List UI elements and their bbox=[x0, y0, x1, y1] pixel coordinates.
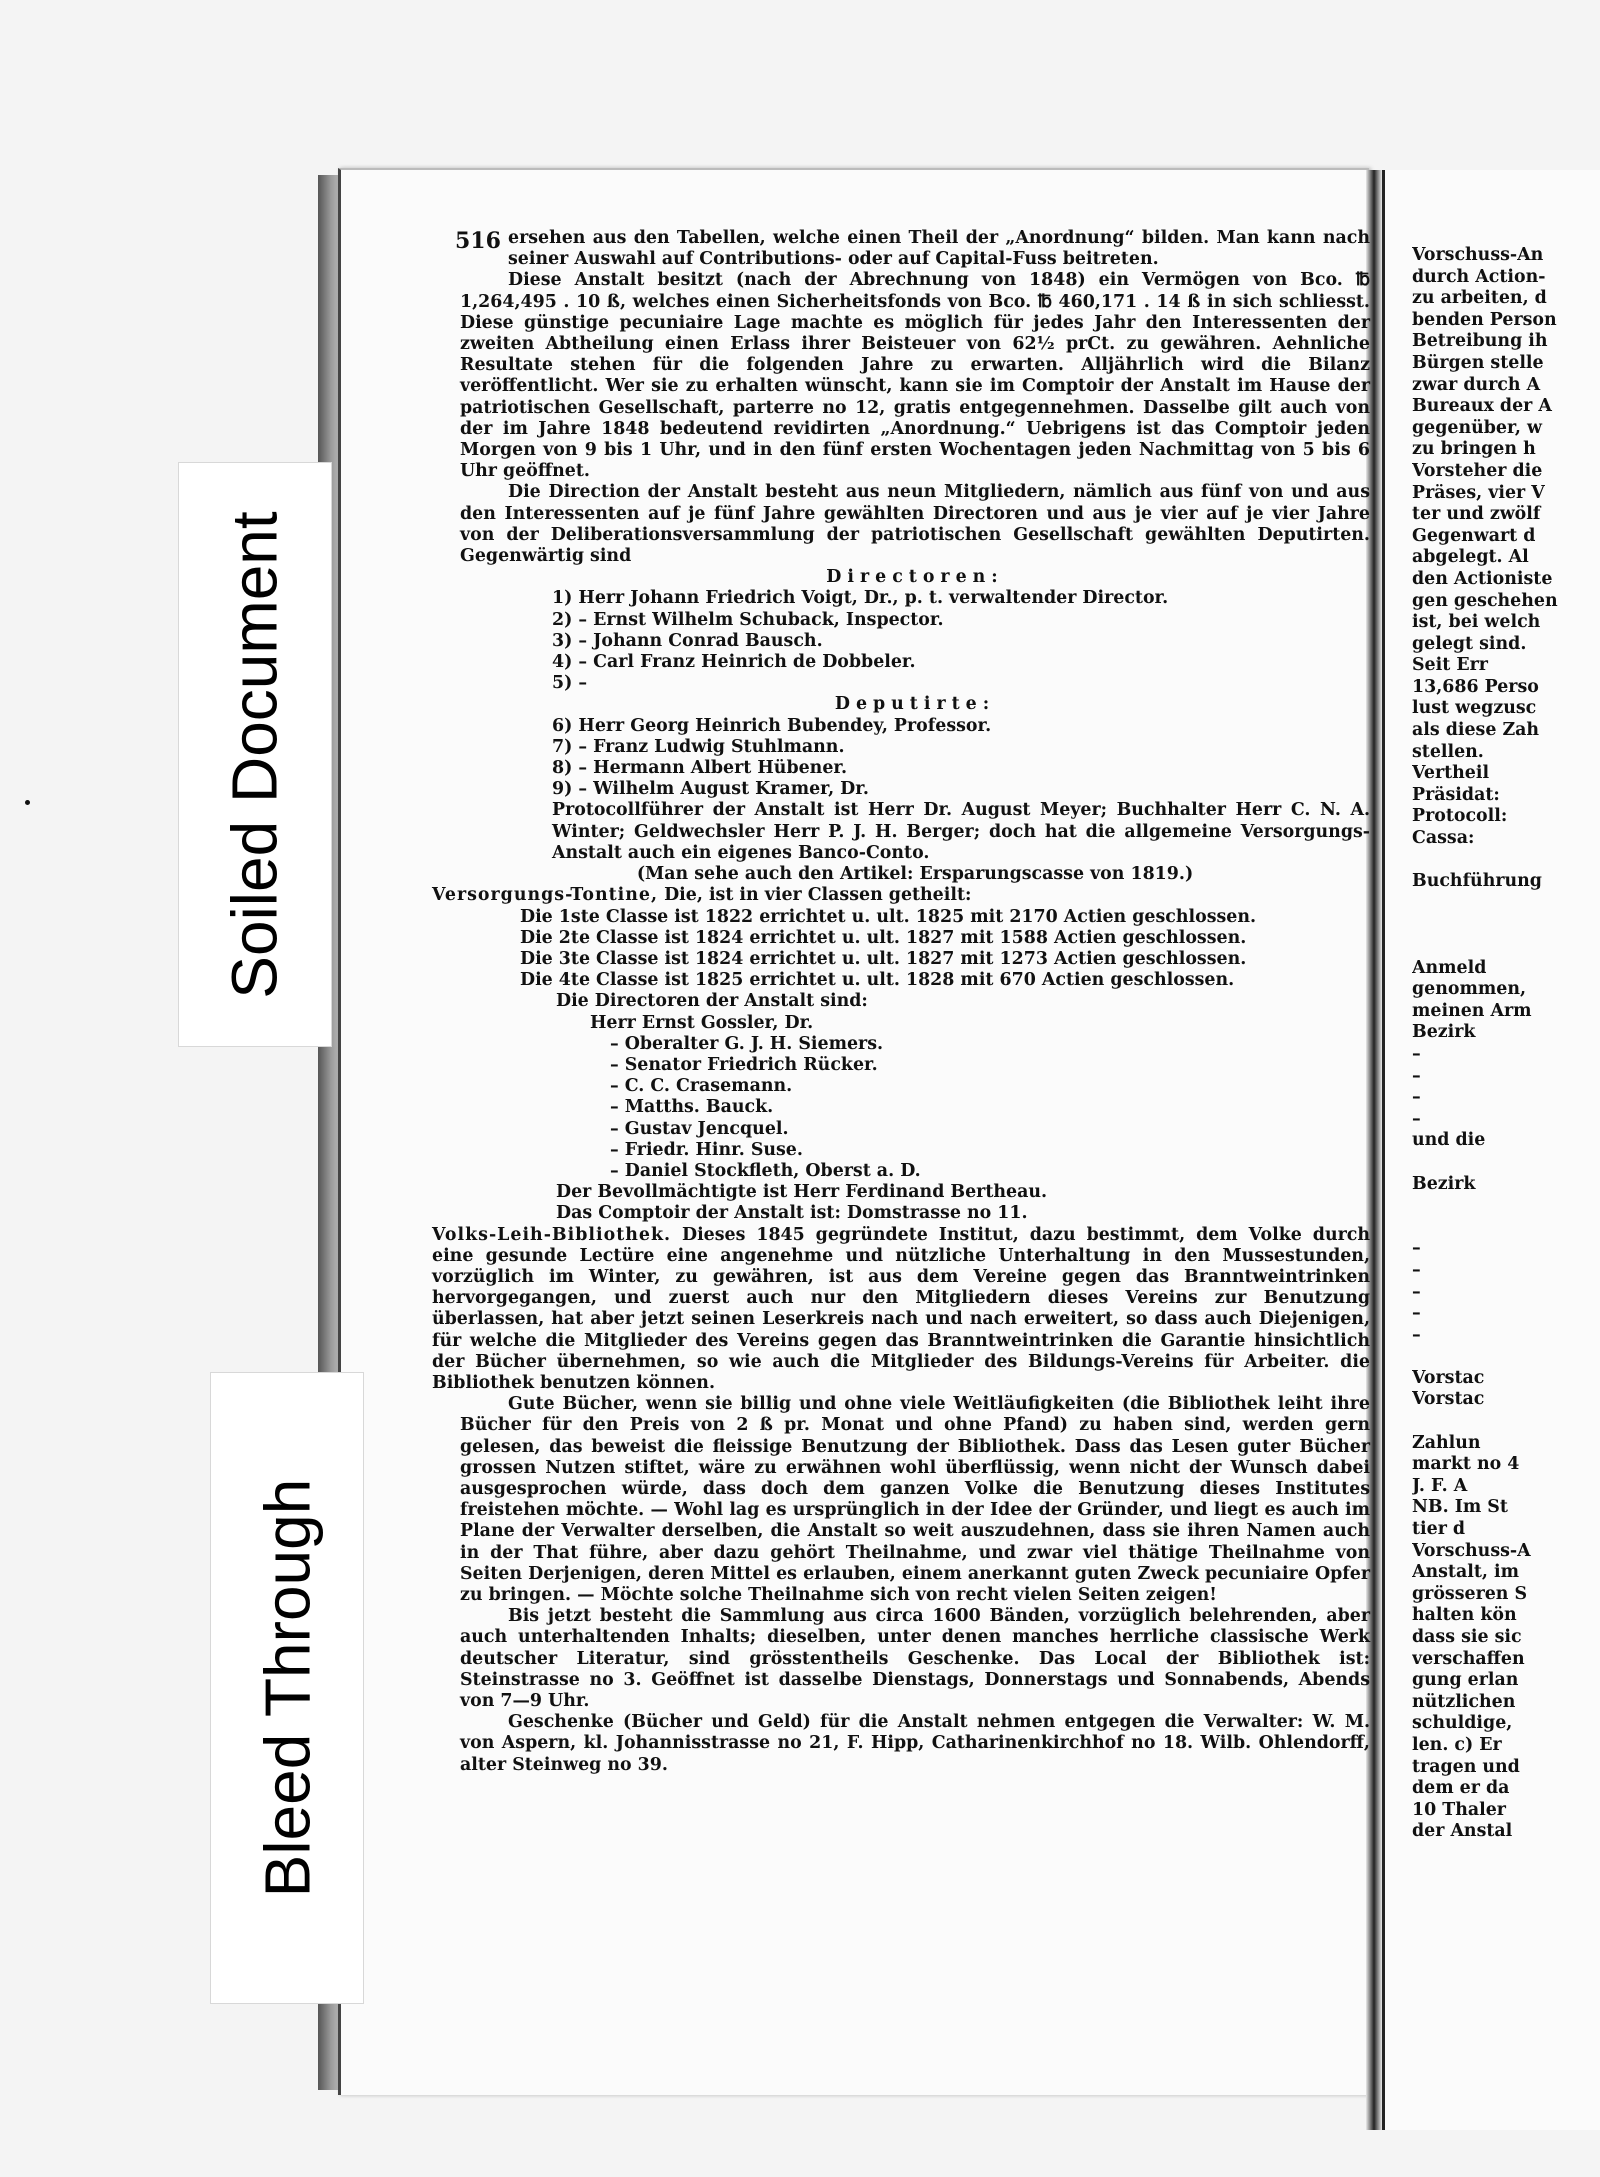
right-page-line: zu arbeiten, d bbox=[1412, 288, 1547, 309]
right-page-line: Betreibung ih bbox=[1412, 331, 1548, 352]
right-page-line: abgelegt. Al bbox=[1412, 547, 1529, 568]
right-page-line bbox=[1412, 936, 1600, 958]
right-page-line: nützlichen bbox=[1412, 1691, 1516, 1712]
right-page-line: – bbox=[1412, 1108, 1421, 1129]
right-page-line: markt no 4 bbox=[1412, 1454, 1520, 1475]
right-page-line: dass sie sic bbox=[1412, 1627, 1522, 1647]
right-page-line: – bbox=[1412, 1065, 1421, 1086]
right-page-line bbox=[1412, 1217, 1600, 1239]
right-page-line: Bureaux der A bbox=[1412, 396, 1552, 417]
library-title: Volks-Leih-Bibliothek. bbox=[432, 1224, 672, 1245]
right-page-line: Buchführung bbox=[1412, 871, 1542, 892]
directors-list bbox=[460, 588, 1370, 694]
bleed-through-label bbox=[210, 1372, 364, 2004]
right-page-line: Anstalt, im bbox=[1412, 1562, 1519, 1583]
library-paragraph-books: Gute Bücher, wenn sie billig und ohne viele Weitläufigkeiten (die Bibliothek leiht ihre Bücher für den Preis von 2 ß pr. Monat und ohne Pfand) zu haben sind, werden gern gelesen, das beweist die fleissige Benutzung der Bibliothek. Dass das Lesen guter Bücher grossen Nutzen stiftet, wäre zu erwähnen wohl überflüssig, wenn nicht der Wunsch dabei ausgesprochen würde, dass doch dem ganzen Volke die Benutzung dieses Institutes freistehen möchte. — Wohl lag es ursprünglich in der Idee der Gründer, und liegt es auch im Plane der Verwalter derselben, die Anstalt so weit auszudehnen, dass sie ihren Namen auch in der That führe, aber dazu gehört Theilnahme, und zwar viel thätige Theilnahme von Seiten Derjenigen, deren Mittel es erlauben, einem anerkannt guten Zweck pecuniaire Opfer zu bringen. — Möchte solche Theilnahme sich von recht vielen Seiten zeigen! bbox=[460, 1394, 1370, 1605]
paragraph-tables: ersehen aus den Tabellen, welche einen Theil der „Anordnung“ bilden. Man kann nach seiner Auswahl auf Contributions- oder auf Capital-Fuss beitreten. bbox=[508, 228, 1370, 270]
right-page-line: Bezirk bbox=[1412, 1022, 1476, 1043]
tontine-director-item: – Gustav Jencquel. bbox=[610, 1118, 789, 1139]
tontine-director-item: – Matths. Bauck. bbox=[610, 1097, 774, 1118]
right-page-line: grösseren S bbox=[1412, 1583, 1528, 1604]
tontine-directors-list bbox=[460, 1013, 1370, 1183]
paragraph-assets: Diese Anstalt besitzt (nach der Abrechnung von 1848) ein Vermögen von Bco. ℔ 1,264,495 . 10 ß, welches einen Sicherheitsfonds von Bco. ℔ 460,171 . 14 ß in sich schliesst. Diese günstige pecuniaire Lage machte es möglich für jedes Jahr den Interessenten der zweiten Abtheilung einen Erlass ihrer Beisteuer von 62½ prCt. zu gewähren. Aehnliche Resultate stehen für die folgenden Jahre zu erwarten. Alljährlich wird die Bilanz veröffentlicht. Wer sie zu erhalten wünscht, kann sie im Comptoir der Anstalt im Hause der patriotischen Gesellschaft, parterre no 12, gratis entgegennehmen. Dasselbe gilt auch von der im Jahre 1848 bedeutend revidirten „Anordnung.“ Uebrigens ist das Comptoir jeden Morgen von 9 bis 1 Uhr, und in den fünf ersten Wochentagen jeden Nachmittag von 5 bis 6 Uhr geöffnet. bbox=[460, 270, 1370, 482]
deputy-item: 6) Herr Georg Heinrich Bubendey, Professor. bbox=[552, 715, 992, 736]
tontine-director-item: – Senator Friedrich Rücker. bbox=[610, 1054, 878, 1075]
right-page-line: tragen und bbox=[1412, 1756, 1520, 1777]
right-page-line: Präsidat: bbox=[1412, 784, 1500, 805]
right-page-line: Bezirk bbox=[1412, 1173, 1476, 1194]
tontine-title: Versorgungs-Tontine, bbox=[432, 885, 659, 906]
right-page-line: – bbox=[1412, 1259, 1421, 1280]
right-page-line: der Anstal bbox=[1412, 1821, 1513, 1842]
deputy-item: 7) – Franz Ludwig Stuhlmann. bbox=[552, 736, 845, 757]
right-page-line: Vorsteher die bbox=[1412, 460, 1543, 481]
deputy-item: 9) – Wilhelm August Kramer, Dr. bbox=[552, 779, 869, 800]
right-page-line: NB. Im St bbox=[1412, 1497, 1508, 1518]
page-number: 516 bbox=[455, 228, 501, 254]
right-page-line: Protocoll: bbox=[1412, 806, 1508, 827]
comptoir-address: Das Comptoir der Anstalt ist: Domstrasse no 11. bbox=[556, 1203, 1028, 1224]
right-page-line: Vorstac bbox=[1412, 1367, 1485, 1388]
soiled-document-label bbox=[178, 462, 332, 1047]
right-page-line: Vertheil bbox=[1412, 763, 1490, 784]
right-page-line: gelegt sind. bbox=[1412, 633, 1527, 654]
right-page-line: Anmeld bbox=[1412, 957, 1487, 978]
tontine-intro: Die, ist in vier Classen getheilt: bbox=[664, 885, 972, 906]
right-page-line: Vorstac bbox=[1412, 1389, 1485, 1410]
right-page-line: – bbox=[1412, 1303, 1421, 1324]
bleed-through-text: Bleed Through bbox=[251, 1478, 323, 1898]
protocol-paragraph: Protocollführer der Anstalt ist Herr Dr. August Meyer; Buchhalter Herr C. N. A. Winter; Geldwechsler Herr P. J. H. Berger; doch hat die allgemeine Versorgungs-Anstalt auch ein eigenes Banco-Conto. bbox=[552, 800, 1370, 863]
right-page-line: stellen. bbox=[1412, 741, 1484, 762]
class-item: Die 1ste Classe ist 1822 errichtet u. ult. 1825 mit 2170 Actien geschlossen. bbox=[520, 906, 1257, 927]
tontine-director-item: Herr Ernst Gossler, Dr. bbox=[590, 1012, 814, 1033]
director-item: 4) – Carl Franz Heinrich de Dobbeler. bbox=[552, 652, 916, 673]
right-page-line: – bbox=[1412, 1324, 1421, 1345]
right-page-line: halten kön bbox=[1412, 1605, 1517, 1626]
tontine-director-item: – Friedr. Hinr. Suse. bbox=[610, 1139, 803, 1160]
right-page-line bbox=[1412, 914, 1600, 936]
directors-heading: Directoren: bbox=[826, 567, 1004, 588]
right-page-line: Vorschuss-A bbox=[1412, 1540, 1531, 1561]
right-page-line: schuldige, bbox=[1412, 1713, 1513, 1734]
director-item: 3) – Johann Conrad Bausch. bbox=[552, 630, 823, 651]
right-page-line bbox=[1412, 1346, 1600, 1368]
right-page-line: – bbox=[1412, 1087, 1421, 1108]
right-page-line: ter und zwölf bbox=[1412, 504, 1541, 525]
right-page-line: Cassa: bbox=[1412, 828, 1475, 849]
right-page-line: Zahlun bbox=[1412, 1432, 1481, 1453]
right-page-line: tier d bbox=[1412, 1519, 1466, 1540]
deputies-list bbox=[460, 716, 1370, 801]
library-entry bbox=[432, 1225, 1370, 1395]
right-page-line bbox=[1412, 1195, 1600, 1217]
speck bbox=[25, 800, 30, 805]
right-page-text bbox=[1412, 245, 1600, 1843]
right-page-line: und die bbox=[1412, 1130, 1486, 1151]
right-page-line: – bbox=[1412, 1043, 1421, 1064]
director-item: 5) – bbox=[552, 673, 588, 694]
left-page-text bbox=[432, 228, 1370, 1776]
right-page-line: Präses, vier V bbox=[1412, 482, 1545, 503]
deputy-item: 8) – Hermann Albert Hübener. bbox=[552, 758, 848, 779]
right-page-line: ist, bei welch bbox=[1412, 612, 1541, 633]
tontine-directors-heading: Die Directoren der Anstalt sind: bbox=[556, 991, 868, 1012]
library-intro: Dieses 1845 gegründete Institut, dazu bestimmt, dem Volke durch eine gesunde Lectüre eine angenehme und nützliche Unterhaltung in den Mussestunden, vorzüglich im Winter, zu gewähren, ist aus dem Vereine gegen das Branntweintrinken hervorgegangen, und zuerst auch nur den Mitgliedern dieses Vereins zur Benutzung überlassen, hat aber jetzt seinen Leserkreis nach und nach erweitert, so dass auch Diejenigen, für welche die Mitglieder des Vereins gegen das Branntweintrinken die Garantie hinsichtlich der Bücher übernehmen, so wie auch die Mitglieder des Bildungs-Vereins für Arbeiter. die Bibliothek benutzen können. bbox=[432, 1224, 1370, 1393]
right-page-line: Bürgen stelle bbox=[1412, 352, 1544, 373]
right-page-line: dem er da bbox=[1412, 1778, 1510, 1799]
right-page-line: als diese Zah bbox=[1412, 720, 1540, 741]
tontine-director-item: – Daniel Stockfleth, Oberst a. D. bbox=[610, 1160, 921, 1181]
director-item: 2) – Ernst Wilhelm Schuback, Inspector. bbox=[552, 609, 944, 630]
tontine-classes bbox=[460, 907, 1370, 992]
right-page-line: Vorschuss-An bbox=[1412, 245, 1544, 265]
library-paragraph-gifts: Geschenke (Bücher und Geld) für die Anstalt nehmen entgegen die Verwalter: W. M. von Aspern, kl. Johannisstrasse no 21, F. Hipp, Catharinenkirchhof no 18. Wilb. Ohlendorff, alter Steinweg no 39. bbox=[460, 1712, 1370, 1775]
right-page-line: gegenüber, w bbox=[1412, 417, 1542, 438]
paragraph-direction: Die Direction der Anstalt besteht aus neun Mitgliedern, nämlich aus fünf von und aus den Interessenten auf je fünf Jahre gewählten Directoren und aus je vier auf je vier Jahre von der Deliberationsversammlung der patriotischen Gesellschaft gewählten Deputirten. Gegenwärtig sind bbox=[460, 482, 1370, 567]
tontine-director-item: – C. C. Crasemann. bbox=[610, 1076, 793, 1097]
right-page-line: den Actioniste bbox=[1412, 568, 1553, 589]
right-page-line bbox=[1412, 1152, 1600, 1174]
director-item: 1) Herr Johann Friedrich Voigt, Dr., p. t. verwaltender Director. bbox=[552, 588, 1169, 609]
right-page-line: 13,686 Perso bbox=[1412, 676, 1539, 697]
right-page-line bbox=[1412, 850, 1600, 872]
right-page-line bbox=[1412, 893, 1600, 915]
right-page-line: meinen Arm bbox=[1412, 1000, 1532, 1021]
right-page-line: genommen, bbox=[1412, 979, 1527, 1000]
soiled-document-text: Soiled Document bbox=[219, 510, 291, 999]
tontine-entry bbox=[432, 885, 1370, 906]
right-page-line: gen geschehen bbox=[1412, 590, 1558, 611]
right-page-line bbox=[1412, 1411, 1600, 1433]
right-page-line: gung erlan bbox=[1412, 1670, 1519, 1691]
right-page-line: benden Person bbox=[1412, 309, 1557, 330]
right-page-line: – bbox=[1412, 1238, 1421, 1259]
right-page-line: – bbox=[1412, 1281, 1421, 1302]
class-item: Die 4te Classe ist 1825 errichtet u. ult. 1828 mit 670 Actien geschlossen. bbox=[520, 970, 1235, 991]
class-item: Die 2te Classe ist 1824 errichtet u. ult. 1827 mit 1588 Actien geschlossen. bbox=[520, 927, 1247, 948]
right-page-line: J. F. A bbox=[1412, 1475, 1468, 1496]
right-page-line: len. c) Er bbox=[1412, 1734, 1502, 1755]
library-paragraph-collection: Bis jetzt besteht die Sammlung aus circa 1600 Bänden, vorzüglich belehrenden, aber auch unterhaltenden Inhalts; dieselben, unter denen manches herrliche classische Werk deutscher Literatur, sind grösstentheils Geschenke. Das Local der Bibliothek ist: Steinstrasse no 3. Geöffnet ist dasselbe Dienstags, Donnerstags und Sonnabends, Abends von 7—9 Uhr. bbox=[460, 1606, 1370, 1712]
right-page-line: Seit Err bbox=[1412, 655, 1488, 676]
plenipotentiary: Der Bevollmächtigte ist Herr Ferdinand Bertheau. bbox=[556, 1182, 1048, 1203]
right-page-line: 10 Thaler bbox=[1412, 1799, 1506, 1820]
see-also-note: (Man sehe auch den Artikel: Ersparungscasse von 1819.) bbox=[636, 864, 1194, 885]
class-item: Die 3te Classe ist 1824 errichtet u. ult. 1827 mit 1273 Actien geschlossen. bbox=[520, 948, 1247, 969]
right-page-line: durch Action- bbox=[1412, 266, 1546, 287]
right-page-line: zwar durch A bbox=[1412, 374, 1541, 395]
deputies-heading: Deputirte: bbox=[834, 694, 996, 715]
right-page-line: verschaffen bbox=[1412, 1648, 1525, 1669]
tontine-director-item: – Oberalter G. J. H. Siemers. bbox=[610, 1033, 884, 1054]
right-page-line: lust wegzusc bbox=[1412, 698, 1537, 719]
right-page-line: zu bringen h bbox=[1412, 439, 1536, 460]
right-page-line: Gegenwart d bbox=[1412, 525, 1536, 546]
